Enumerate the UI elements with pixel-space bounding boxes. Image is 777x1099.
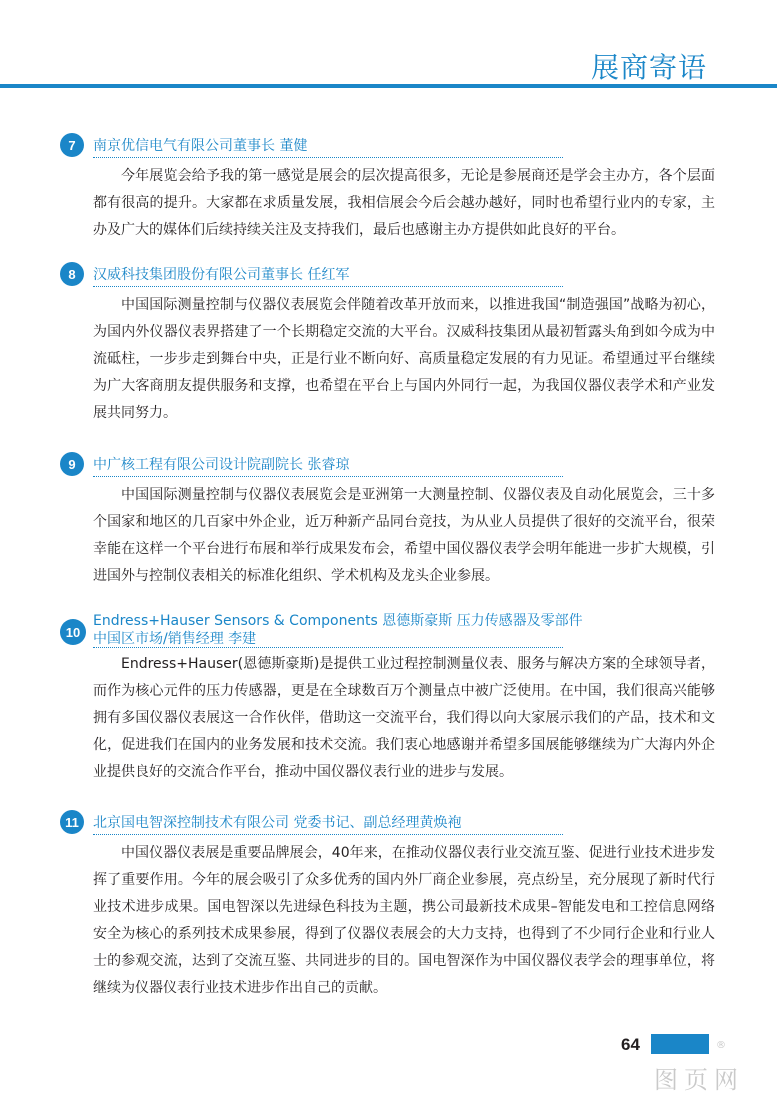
section-body-text: 中国国际测量控制与仪器仪表展览会伴随着改革开放而来，以推进我国“制造强国”战略为初心，为国内外仪器仪表界搭建了一个长期稳定交流的大平台。汉威科技集团从最初暂露头角到如今成为中流砥柱，一步步走到舞台中央，正是行业不断向好、高质量稳定发展的有力见证。希望通过平台继续为广大客商朋友提供服务和支撑，也希望在平台上与国内外同行一起，为我国仪器仪表学术和产业发展共同努力。 <box>93 297 715 421</box>
section-divider <box>93 157 563 158</box>
testimonial-section-8 <box>60 262 715 421</box>
page-number: 64 <box>621 1035 640 1054</box>
section-number-badge: 10 <box>60 619 86 645</box>
section-number-badge: 7 <box>60 133 84 157</box>
section-speaker-title: 中广核工程有限公司设计院副院长 张睿琼 <box>93 457 350 473</box>
section-body-text: 中国仪器仪表展是重要品牌展会，40年来，在推动仪器仪表行业交流互鉴、促进行业技术进步发挥了重要作用。今年的展会吸引了众多优秀的国内外厂商企业参展，亮点纷呈，充分展现了新时代行业技术进步成果。国电智深以先进绿色科技为主题，携公司最新技术成果–智能发电和工控信息网络安全为核心的系列技术成果参展，得到了仪器仪表展会的大力支持，也得到了不少同行企业和行业人士的参观交流，达到了交流互鉴、共同进步的目的。国电智深作为中国仪器仪表学会的理事单位，将继续为仪器仪表行业技术进步作出自己的贡献。 <box>93 845 715 996</box>
section-divider <box>93 476 563 477</box>
section-number-badge: 9 <box>60 452 84 476</box>
section-body-text: 中国国际测量控制与仪器仪表展览会是亚洲第一大测量控制、仪器仪表及自动化展览会，三十多个国家和地区的几百家中外企业，近万种新产品同台竞技，为从业人员提供了很好的交流平台，很荣幸能在这样一个平台进行布展和举行成果发布会，希望中国仪器仪表学会明年能进一步扩大规模，引进国外与控制仪表相关的标准化组织、学术机构及龙头企业参展。 <box>93 487 715 584</box>
section-number-badge: 8 <box>60 262 84 286</box>
section-divider <box>93 286 563 287</box>
section-speaker-title: 北京国电智深控制技术有限公司 党委书记、副总经理黄焕袍 <box>93 815 462 831</box>
watermark-logo: 图页网 <box>654 1066 744 1094</box>
section-speaker-title: 汉威科技集团股份有限公司董事长 任红军 <box>93 267 350 283</box>
section-body-text: 今年展览会给予我的第一感觉是展会的层次提高很多，无论是参展商还是学会主办方，各个层面都有很高的提升。大家都在求质量发展，我相信展会今后会越办越好，同时也希望行业内的专家，主办及广大的媒体们后续持续关注及支持我们，最后也感谢主办方提供如此良好的平台。 <box>93 168 715 238</box>
page-section-title: 展商寄语 <box>590 51 707 84</box>
page-number-bar <box>651 1034 709 1054</box>
section-speaker-title: Endress+Hauser Sensors & Components 恩德斯豪斯 压力传感器及零部件 <box>93 613 583 629</box>
section-body-text: Endress+Hauser(恩德斯豪斯)是提供工业过程控制测量仪表、服务与解决方案的全球领导者，而作为核心元件的压力传感器，更是在全球数百万个测量点中被广泛使用。在中国，我们很高兴能够拥有多国仪器仪表展这一合作伙伴，借助这一交流平台，我们得以向大家展示我们的产品，技术和文化，促进我们在国内的业务发展和技术交流。我们衷心地感谢并希望多国展能够继续为广大海内外企业提供良好的交流合作平台，推动中国仪器仪表行业的进步与发展。 <box>93 656 715 780</box>
testimonial-section-7 <box>60 133 715 238</box>
section-divider <box>93 647 563 648</box>
header-rule <box>0 84 777 88</box>
registered-mark: ® <box>716 1040 726 1051</box>
section-speaker-role: 中国区市场/销售经理 李建 <box>93 631 257 647</box>
testimonial-section-10 <box>60 608 715 780</box>
section-speaker-title: 南京优信电气有限公司董事长 董健 <box>93 138 308 154</box>
section-number-badge: 11 <box>60 810 84 834</box>
section-divider <box>93 834 563 835</box>
testimonial-section-9 <box>60 452 715 584</box>
testimonial-section-11 <box>60 810 715 996</box>
